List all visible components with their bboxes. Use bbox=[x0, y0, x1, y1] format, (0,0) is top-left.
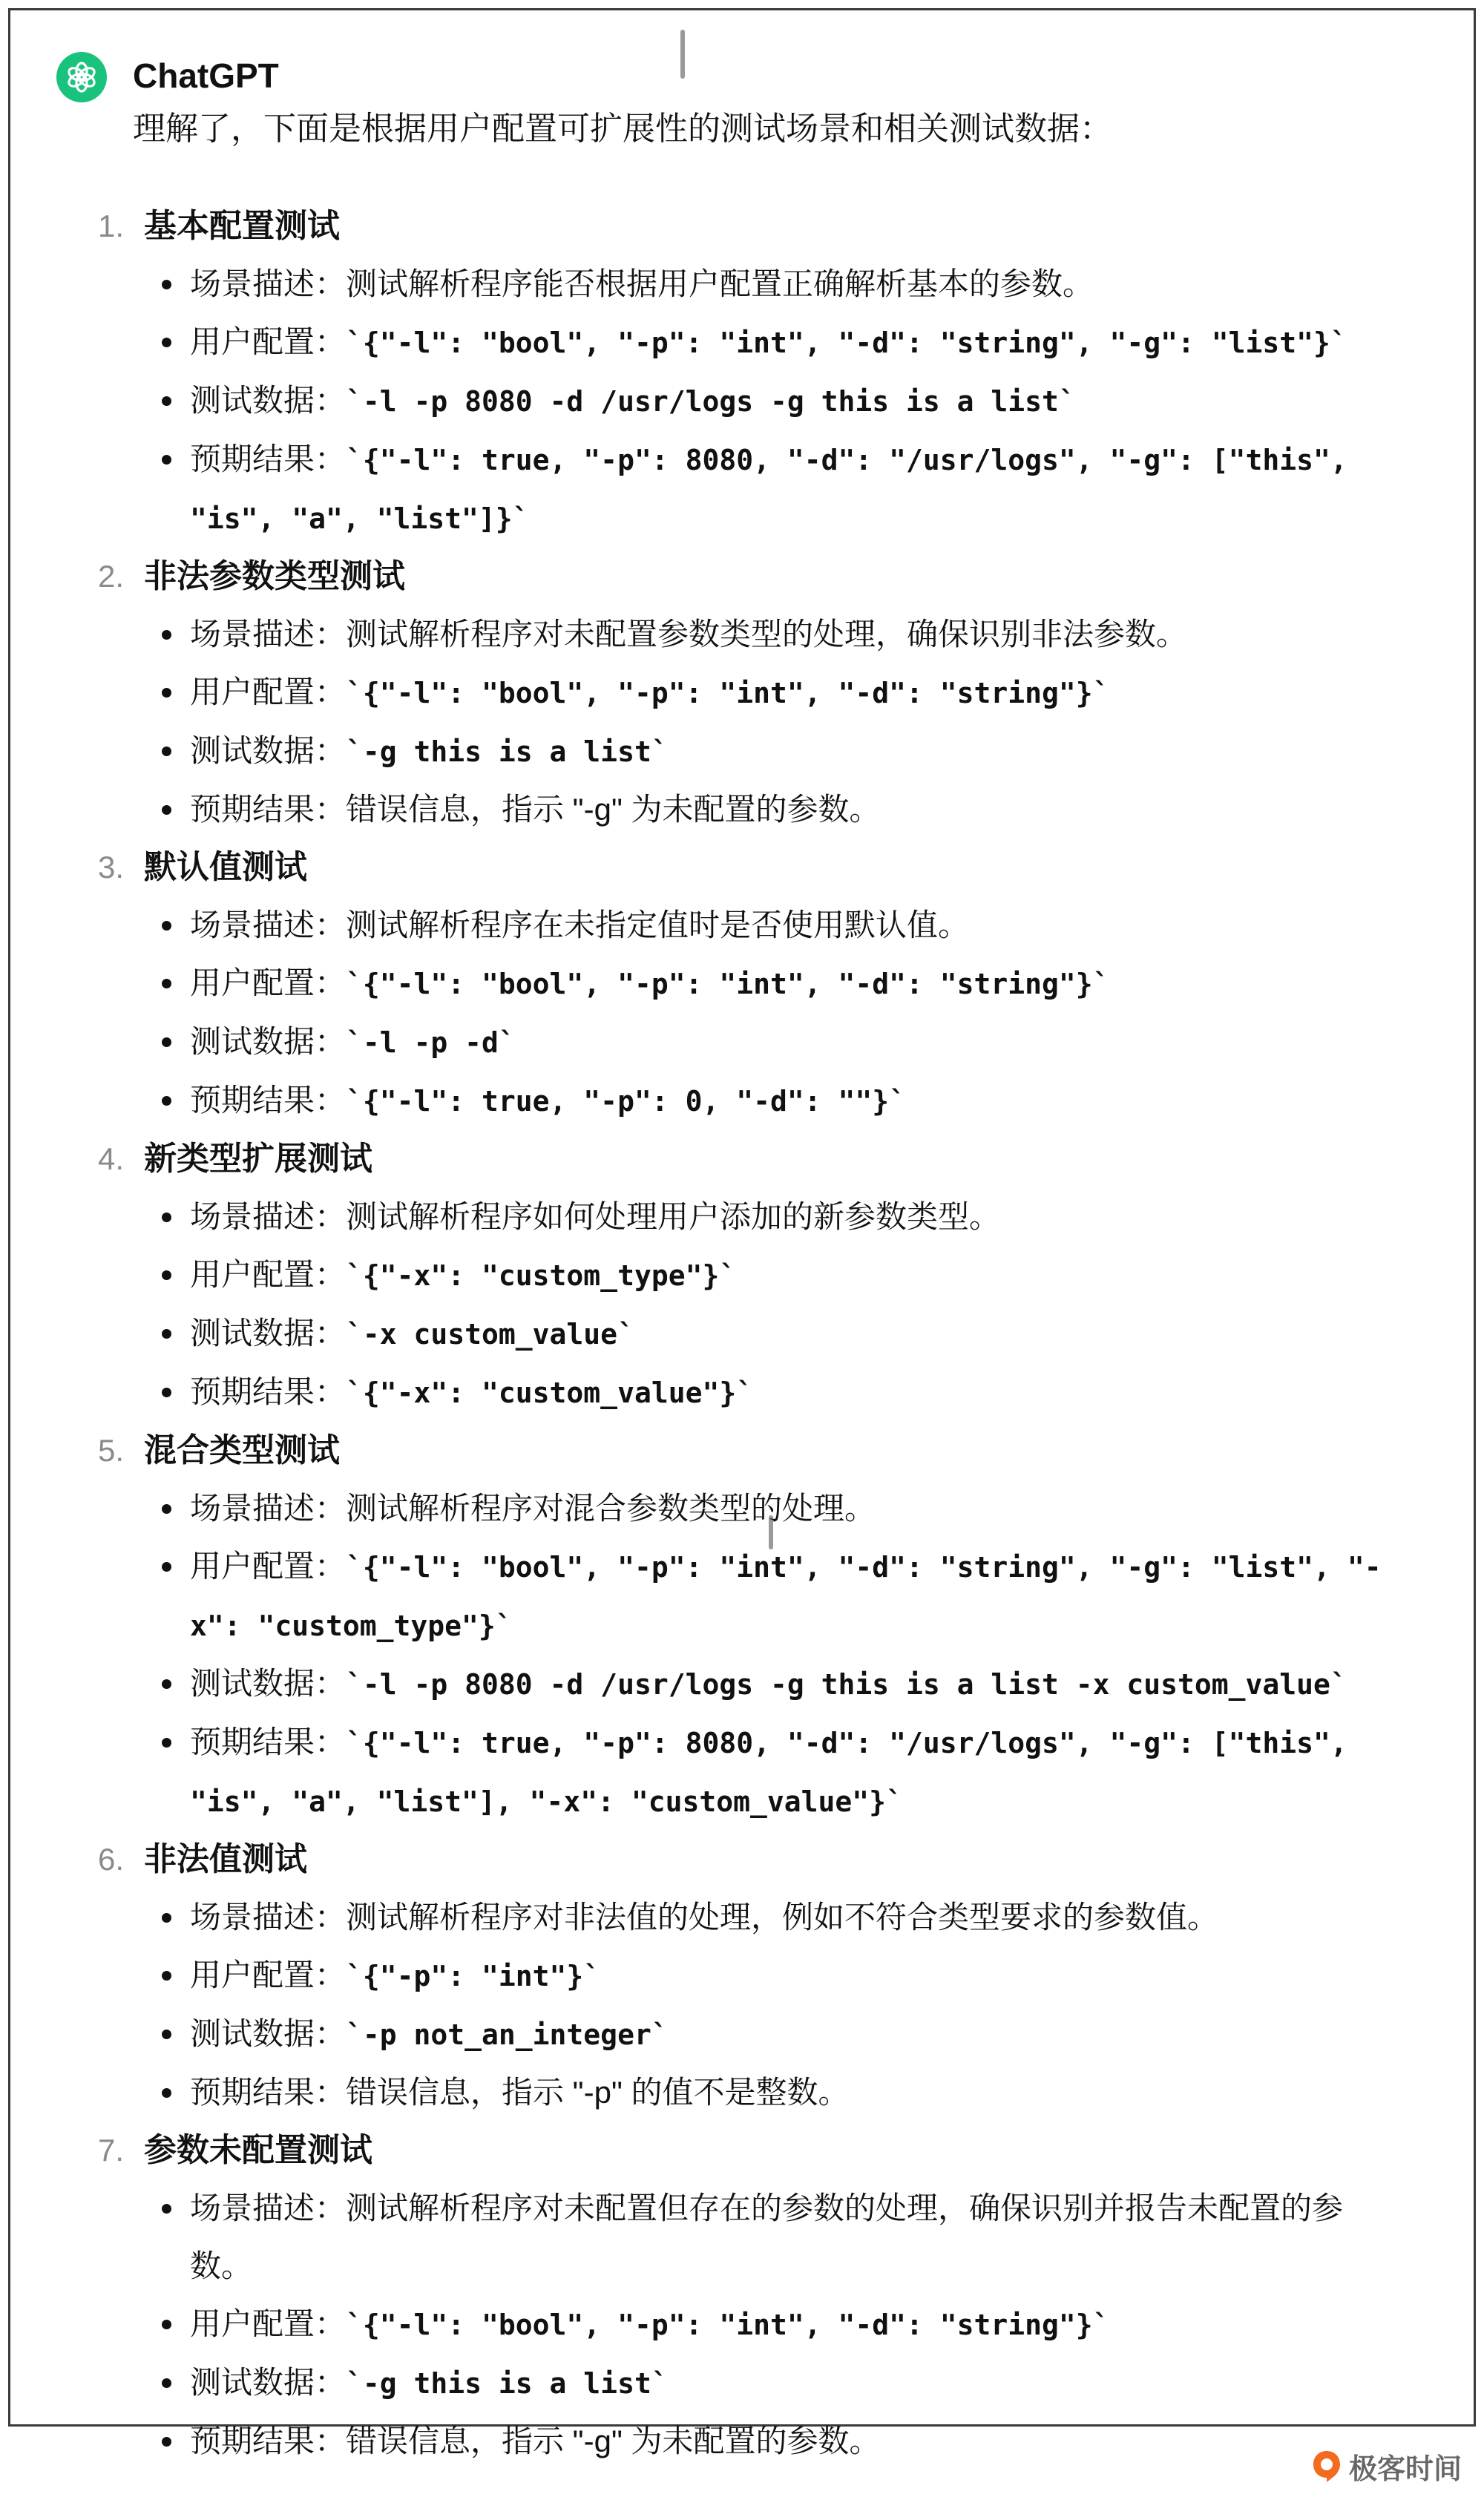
message-intro-text: 理解了，下面是根据用户配置可扩展性的测试场景和相关测试数据： bbox=[133, 111, 1112, 147]
item-code-value: `{"-x": "custom_type"}` bbox=[346, 1259, 737, 1292]
test-scenario-section bbox=[10, 1831, 1478, 2122]
bullet-dot-icon bbox=[162, 688, 171, 698]
item-text-value: 错误信息，指示 "-g" 为未配置的参数。 bbox=[346, 2424, 881, 2458]
footer-watermark bbox=[1312, 2446, 1462, 2487]
list-item bbox=[10, 896, 1478, 954]
section-heading bbox=[10, 1422, 1478, 1480]
list-item bbox=[10, 1305, 1478, 1363]
item-text-value: 错误信息，指示 "-p" 的值不是整数。 bbox=[346, 2075, 850, 2110]
bullet-dot-icon bbox=[162, 805, 171, 815]
bullet-dot-icon bbox=[162, 2378, 171, 2388]
item-code-value: `{"-l": true, "-p": 8080, "-d": "/usr/logs", "-g": ["this", "is", "a", "list"], "-x": "custom_value"}` bbox=[190, 1727, 1365, 1818]
list-number: 7. bbox=[98, 2133, 125, 2168]
item-code-value: `{"-l": "bool", "-p": "int", "-d": "string", "-g": "list", "-x": "custom_type"}` bbox=[190, 1551, 1382, 1642]
item-code-value: `-g this is a list` bbox=[346, 735, 669, 768]
item-label: 预期结果： bbox=[190, 1374, 347, 1409]
list-item bbox=[10, 954, 1478, 1013]
list-item bbox=[10, 1538, 1478, 1655]
test-scenario-section bbox=[10, 1422, 1478, 1831]
item-text-value: 测试解析程序对未配置参数类型的处理，确保识别非法参数。 bbox=[346, 617, 1188, 652]
list-item bbox=[10, 1889, 1478, 1946]
bullet-dot-icon bbox=[162, 747, 171, 756]
item-text-value: 测试解析程序能否根据用户配置正确解析基本的参数。 bbox=[346, 266, 1094, 301]
section-heading bbox=[10, 197, 1478, 255]
list-number: 1. bbox=[98, 209, 125, 243]
list-item bbox=[10, 313, 1478, 372]
item-label: 用户配置： bbox=[190, 675, 347, 709]
bullet-dot-icon bbox=[162, 979, 171, 988]
bullet-dot-icon bbox=[162, 630, 171, 640]
list-item bbox=[10, 2064, 1478, 2122]
list-item bbox=[10, 1363, 1478, 1422]
item-text-value: 测试解析程序对未配置但存在的参数的处理，确保识别并报告未配置的参数。 bbox=[190, 2191, 1344, 2283]
geektime-logo-icon bbox=[1312, 2450, 1342, 2484]
item-label: 场景描述： bbox=[190, 1491, 347, 1526]
item-code-value: `-p not_an_integer` bbox=[346, 2018, 669, 2051]
list-item bbox=[10, 1188, 1478, 1246]
bullet-dot-icon bbox=[162, 2204, 171, 2214]
section-heading bbox=[10, 839, 1478, 896]
bullet-dot-icon bbox=[162, 1971, 171, 1981]
item-code-value: `{"-p": "int"}` bbox=[346, 1960, 601, 1992]
list-item bbox=[10, 2412, 1478, 2470]
item-label: 预期结果： bbox=[190, 2424, 347, 2458]
list-item bbox=[10, 255, 1478, 313]
item-label: 用户配置： bbox=[190, 324, 347, 359]
list-item bbox=[10, 722, 1478, 781]
item-code-value: `{"-l": true, "-p": 8080, "-d": "/usr/logs", "-g": ["this", "is", "a", "list"]}` bbox=[190, 444, 1365, 535]
bullet-dot-icon bbox=[162, 1738, 171, 1748]
item-label: 预期结果： bbox=[190, 792, 347, 827]
item-text-value: 测试解析程序在未指定值时是否使用默认值。 bbox=[346, 908, 970, 942]
item-code-value: `{"-l": "bool", "-p": "int", "-d": "string"}` bbox=[346, 2309, 1110, 2341]
item-code-value: `-l -p -d` bbox=[346, 1026, 516, 1059]
item-label: 用户配置： bbox=[190, 1549, 347, 1584]
item-label: 测试数据： bbox=[190, 733, 347, 768]
list-item bbox=[10, 1246, 1478, 1305]
list-number: 6. bbox=[98, 1842, 125, 1877]
item-label: 场景描述： bbox=[190, 908, 347, 942]
item-code-value: `{"-l": "bool", "-p": "int", "-d": "string"}` bbox=[346, 968, 1110, 1000]
item-label: 测试数据： bbox=[190, 1316, 347, 1351]
item-label: 场景描述： bbox=[190, 1199, 347, 1234]
test-scenario-section bbox=[10, 1130, 1478, 1422]
list-number: 3. bbox=[98, 850, 125, 885]
item-label: 预期结果： bbox=[190, 442, 347, 476]
bullet-dot-icon bbox=[162, 1096, 171, 1106]
item-code-value: `{"-l": "bool", "-p": "int", "-d": "string"}` bbox=[346, 677, 1110, 709]
bullet-dot-icon bbox=[162, 2088, 171, 2098]
section-title: 参数未配置测试 bbox=[144, 2132, 372, 2168]
bullet-dot-icon bbox=[162, 1504, 171, 1514]
item-label: 用户配置： bbox=[190, 965, 347, 1000]
bullet-dot-icon bbox=[162, 1388, 171, 1397]
item-label: 场景描述： bbox=[190, 1900, 347, 1935]
bullet-dot-icon bbox=[162, 1037, 171, 1047]
section-title: 默认值测试 bbox=[144, 849, 307, 885]
bullet-dot-icon bbox=[162, 921, 171, 931]
item-code-value: `{"-l": "bool", "-p": "int", "-d": "string", "-g": "list"}` bbox=[346, 327, 1347, 359]
text-cursor-indicator bbox=[680, 30, 685, 79]
list-item bbox=[10, 2354, 1478, 2412]
bullet-dot-icon bbox=[162, 2437, 171, 2447]
list-item bbox=[10, 2179, 1478, 2295]
item-code-value: `-g this is a list` bbox=[346, 2367, 669, 2400]
bullet-dot-icon bbox=[162, 455, 171, 465]
list-item bbox=[10, 606, 1478, 663]
item-code-value: `{"-l": true, "-p": 0, "-d": ""}` bbox=[346, 1085, 906, 1118]
section-heading bbox=[10, 1130, 1478, 1188]
item-label: 测试数据： bbox=[190, 1024, 347, 1059]
list-item bbox=[10, 1946, 1478, 2005]
section-heading bbox=[10, 548, 1478, 606]
message-sender-name: ChatGPT bbox=[133, 56, 279, 95]
bullet-dot-icon bbox=[162, 1913, 171, 1923]
section-title: 混合类型测试 bbox=[144, 1432, 340, 1469]
section-title: 非法参数类型测试 bbox=[144, 558, 405, 594]
list-item bbox=[10, 1013, 1478, 1072]
item-label: 场景描述： bbox=[190, 266, 347, 301]
item-code-value: `-x custom_value` bbox=[346, 1318, 634, 1351]
bullet-dot-icon bbox=[162, 280, 171, 289]
bullet-dot-icon bbox=[162, 1270, 171, 1280]
item-text-value: 测试解析程序对混合参数类型的处理。 bbox=[346, 1491, 876, 1526]
list-item bbox=[10, 1655, 1478, 1713]
item-code-value: `-l -p 8080 -d /usr/logs -g this is a list -x custom_value` bbox=[346, 1668, 1347, 1701]
item-text-value: 测试解析程序对非法值的处理，例如不符合类型要求的参数值。 bbox=[346, 1900, 1219, 1935]
test-scenario-section bbox=[10, 2122, 1478, 2470]
list-item bbox=[10, 1713, 1478, 1831]
chat-message-frame bbox=[8, 8, 1476, 2458]
list-item bbox=[10, 781, 1478, 839]
list-item bbox=[10, 1480, 1478, 1538]
list-item bbox=[10, 2295, 1478, 2354]
list-item bbox=[10, 372, 1478, 430]
list-item bbox=[10, 1072, 1478, 1130]
bullet-dot-icon bbox=[162, 1213, 171, 1222]
bullet-dot-icon bbox=[162, 1329, 171, 1339]
bullet-dot-icon bbox=[162, 338, 171, 347]
list-number: 4. bbox=[98, 1141, 125, 1176]
list-item bbox=[10, 430, 1478, 548]
item-label: 预期结果： bbox=[190, 2075, 347, 2110]
item-label: 测试数据： bbox=[190, 2016, 347, 2051]
section-heading bbox=[10, 2122, 1478, 2179]
item-text-value: 测试解析程序如何处理用户添加的新参数类型。 bbox=[346, 1199, 1001, 1234]
test-scenario-section bbox=[10, 548, 1478, 839]
list-number: 5. bbox=[98, 1433, 125, 1468]
test-scenario-section bbox=[10, 197, 1478, 548]
list-item bbox=[10, 2005, 1478, 2064]
item-label: 用户配置： bbox=[190, 1958, 347, 1992]
item-label: 用户配置： bbox=[190, 1257, 347, 1292]
bullet-dot-icon bbox=[162, 2320, 171, 2329]
section-title: 新类型扩展测试 bbox=[144, 1141, 372, 1177]
item-label: 预期结果： bbox=[190, 1083, 347, 1118]
item-text-value: 错误信息，指示 "-g" 为未配置的参数。 bbox=[346, 792, 881, 827]
bullet-dot-icon bbox=[162, 1679, 171, 1689]
item-label: 场景描述： bbox=[190, 2191, 347, 2225]
item-label: 测试数据： bbox=[190, 383, 347, 418]
list-number: 2. bbox=[98, 559, 125, 594]
section-title: 非法值测试 bbox=[144, 1841, 307, 1877]
footer-brand-text: 极客时间 bbox=[1348, 2454, 1462, 2485]
item-label: 用户配置： bbox=[190, 2306, 347, 2341]
item-code-value: `{"-x": "custom_value"}` bbox=[346, 1377, 754, 1409]
bullet-dot-icon bbox=[162, 396, 171, 406]
list-item bbox=[10, 663, 1478, 722]
item-label: 测试数据： bbox=[190, 2365, 347, 2400]
item-code-value: `-l -p 8080 -d /usr/logs -g this is a list` bbox=[346, 385, 1076, 418]
item-label: 场景描述： bbox=[190, 617, 347, 652]
bullet-dot-icon bbox=[162, 2030, 171, 2039]
test-scenario-section bbox=[10, 839, 1478, 1130]
section-title: 基本配置测试 bbox=[144, 208, 340, 244]
bullet-dot-icon bbox=[162, 1562, 171, 1572]
test-scenario-list bbox=[10, 197, 1478, 2470]
item-label: 测试数据： bbox=[190, 1666, 347, 1701]
item-label: 预期结果： bbox=[190, 1725, 347, 1759]
openai-logo-icon bbox=[56, 52, 107, 102]
section-heading bbox=[10, 1831, 1478, 1889]
